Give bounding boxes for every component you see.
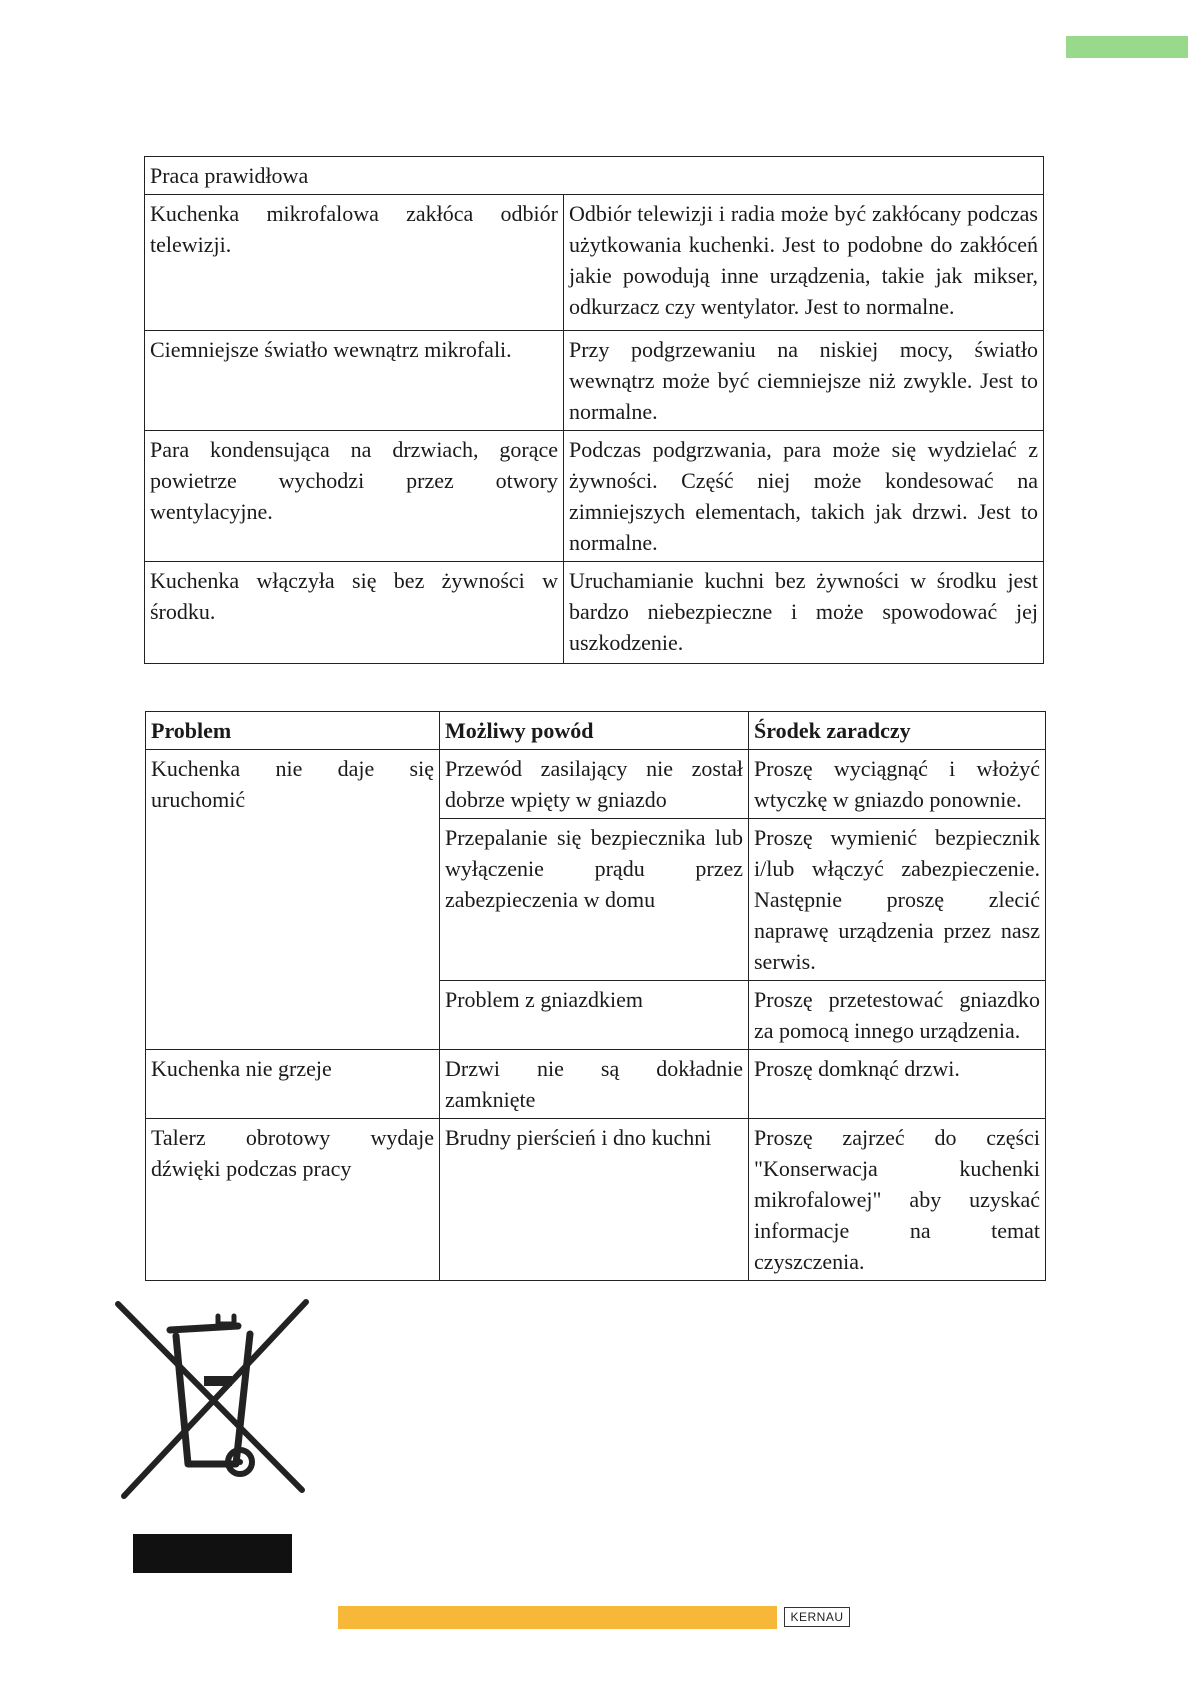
- remedy-cell: Proszę zajrzeć do części "Konserwacja kuchenki mikrofalowej" aby uzyskać informacje na temat czyszczenia.: [749, 1119, 1046, 1281]
- explanation-cell: Podczas podgrzwania, para może się wydzielać z żywności. Część niej może kondesować na zimniejszych elementach, takich jak drzwi. Jest to normalne.: [564, 431, 1044, 562]
- explanation-cell: Uruchamianie kuchni bez żywności w środku jest bardzo niebezpieczne i może spowodować jej uszkodzenie.: [564, 562, 1044, 664]
- problem-cell: Kuchenka nie grzeje: [146, 1050, 440, 1119]
- symptom-cell: Kuchenka mikrofalowa zakłóca odbiór telewizji.: [145, 195, 564, 331]
- table-row: [146, 750, 1046, 819]
- weee-crossed-bin-icon: [114, 1294, 310, 1508]
- page-corner-tab: [1066, 36, 1188, 58]
- problem-cell: Kuchenka nie daje się uruchomić: [146, 750, 440, 1050]
- table-header-row: [146, 712, 1046, 750]
- symptom-cell: Para kondensująca na drzwiach, gorące powietrze wychodzi przez otwory wentylacyjne.: [145, 431, 564, 562]
- remedy-cell: Proszę przetestować gniazdko za pomocą innego urządzenia.: [749, 981, 1046, 1050]
- explanation-cell: Odbiór telewizji i radia może być zakłócany podczas użytkowania kuchenki. Jest to podobne do zakłóceń jakie powodują inne urządzenia, takie jak mikser, odkurzacz czy wentylator. Jest to normalne.: [564, 195, 1044, 331]
- symptom-cell: Kuchenka włączyła się bez żywności w środku.: [145, 562, 564, 664]
- table-row: [146, 1119, 1046, 1281]
- footer-accent-bar: [338, 1606, 777, 1629]
- cause-cell: Brudny pierścień i dno kuchni: [440, 1119, 749, 1281]
- table-row: [145, 431, 1044, 562]
- troubleshooting-table: [145, 711, 1046, 1281]
- col-header-remedy: Środek zaradczy: [749, 712, 1046, 750]
- remedy-cell: Proszę wymienić bezpiecznik i/lub włączyć zabezpieczenie. Następnie proszę zlecić naprawę urządzenia przez nasz serwis.: [749, 819, 1046, 981]
- brand-logo: KERNAU: [784, 1607, 850, 1627]
- table-row: [145, 562, 1044, 664]
- table-row: [145, 195, 1044, 331]
- cause-cell: Problem z gniazdkiem: [440, 981, 749, 1050]
- normal-operation-table: [144, 156, 1044, 664]
- problem-cell: Talerz obrotowy wydaje dźwięki podczas pracy: [146, 1119, 440, 1281]
- remedy-cell: Proszę domknąć drzwi.: [749, 1050, 1046, 1119]
- black-bar: [133, 1534, 292, 1573]
- normal-operation-header: Praca prawidłowa: [145, 157, 1044, 195]
- table-row: [146, 1050, 1046, 1119]
- explanation-cell: Przy podgrzewaniu na niskiej mocy, światło wewnątrz może być ciemniejsze niż zwykle. Jest to normalne.: [564, 331, 1044, 431]
- cause-cell: Przewód zasilający nie został dobrze wpięty w gniazdo: [440, 750, 749, 819]
- symptom-cell: Ciemniejsze światło wewnątrz mikrofali.: [145, 331, 564, 431]
- col-header-problem: Problem: [146, 712, 440, 750]
- remedy-cell: Proszę wyciągnąć i włożyć wtyczkę w gniazdo ponownie.: [749, 750, 1046, 819]
- cause-cell: Drzwi nie są dokładnie zamknięte: [440, 1050, 749, 1119]
- cause-cell: Przepalanie się bezpiecznika lub wyłączenie prądu przez zabezpieczenia w domu: [440, 819, 749, 981]
- col-header-cause: Możliwy powód: [440, 712, 749, 750]
- table-row: [145, 331, 1044, 431]
